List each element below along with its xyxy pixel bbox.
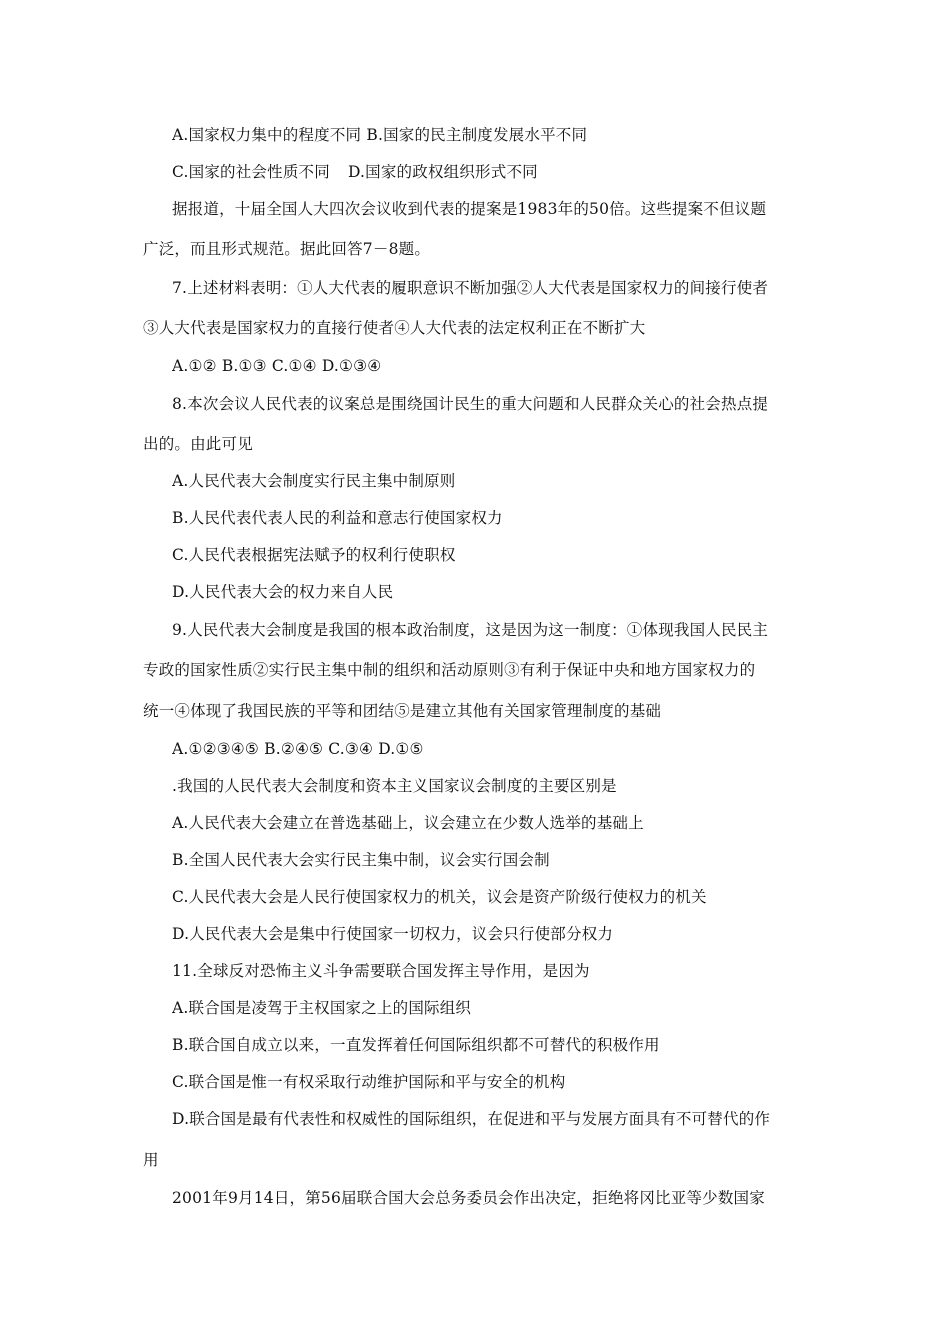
question-10-option-c: C.人民代表大会是人民行使国家权力的机关，议会是资产阶级行使权力的机关 [172,888,707,906]
question-9-line: 9.人民代表大会制度是我国的根本政治制度，这是因为这一制度：①体现我国人民民主 [172,621,769,639]
question-8-option-a: A.人民代表大会制度实行民主集中制原则 [172,472,456,490]
question-10-line: .我国的人民代表大会制度和资本主义国家议会制度的主要区别是 [172,777,617,795]
question-8-line: 出的。由此可见 [143,435,253,453]
question-9-options: A.①②③④⑤ B.②④⑤ C.③④ D.①⑤ [172,740,424,758]
question-8-option-c: C.人民代表根据宪法赋予的权利行使职权 [172,546,456,564]
question-11-option-b: B.联合国自成立以来，一直发挥着任何国际组织都不可替代的积极作用 [172,1036,660,1054]
question-11-line: 11.全球反对恐怖主义斗争需要联合国发挥主导作用，是因为 [172,962,590,980]
question-11-option-c: C.联合国是惟一有权采取行动维护国际和平与安全的机构 [172,1073,566,1091]
question-8-line: 8.本次会议人民代表的议案总是围绕国计民生的重大问题和人民群众关心的社会热点提 [172,395,769,413]
question-11-option-d: D.联合国是最有代表性和权威性的国际组织，在促进和平与发展方面具有不可替代的作 [172,1110,771,1128]
option-c: C.国家的社会性质不同 [172,163,330,181]
question-10-option-b: B.全国人民代表大会实行民主集中制，议会实行国会制 [172,851,550,869]
question-10-option-d: D.人民代表大会是集中行使国家一切权力，议会只行使部分权力 [172,925,614,943]
question-10-option-a: A.人民代表大会建立在普选基础上，议会建立在少数人选举的基础上 [172,814,644,832]
question-11-option-d: 用 [143,1151,159,1169]
option-d: D.国家的政权组织形式不同 [347,163,538,181]
question-8-option-d: D.人民代表大会的权力来自人民 [172,583,394,601]
option-line: A.国家权力集中的程度不同 B.国家的民主制度发展水平不同 [172,126,588,144]
question-11-option-a: A.联合国是凌驾于主权国家之上的国际组织 [172,999,472,1017]
question-7-line: 7.上述材料表明：①人大代表的履职意识不断加强②人大代表是国家权力的间接行使者 [172,279,769,297]
question-9-line: 统一④体现了我国民族的平等和团结⑤是建立其他有关国家管理制度的基础 [143,702,662,720]
question-7-options: A.①② B.①③ C.①④ D.①③④ [172,357,382,375]
paragraph-line: 广泛，而且形式规范。据此回答7－8题。 [143,240,431,258]
question-8-option-b: B.人民代表代表人民的利益和意志行使国家权力 [172,509,503,527]
option-line [172,161,822,183]
paragraph-line: 2001年9月14日，第56届联合国大会总务委员会作出决定，拒绝将冈比亚等少数国家 [172,1189,765,1207]
paragraph-line: 据报道，十届全国人大四次会议收到代表的提案是1983年的50倍。这些提案不但议题 [172,200,767,218]
question-7-line: ③人大代表是国家权力的直接行使者④人大代表的法定权利正在不断扩大 [143,319,646,337]
question-9-line: 专政的国家性质②实行民主集中制的组织和活动原则③有利于保证中央和地方国家权力的 [143,661,756,679]
